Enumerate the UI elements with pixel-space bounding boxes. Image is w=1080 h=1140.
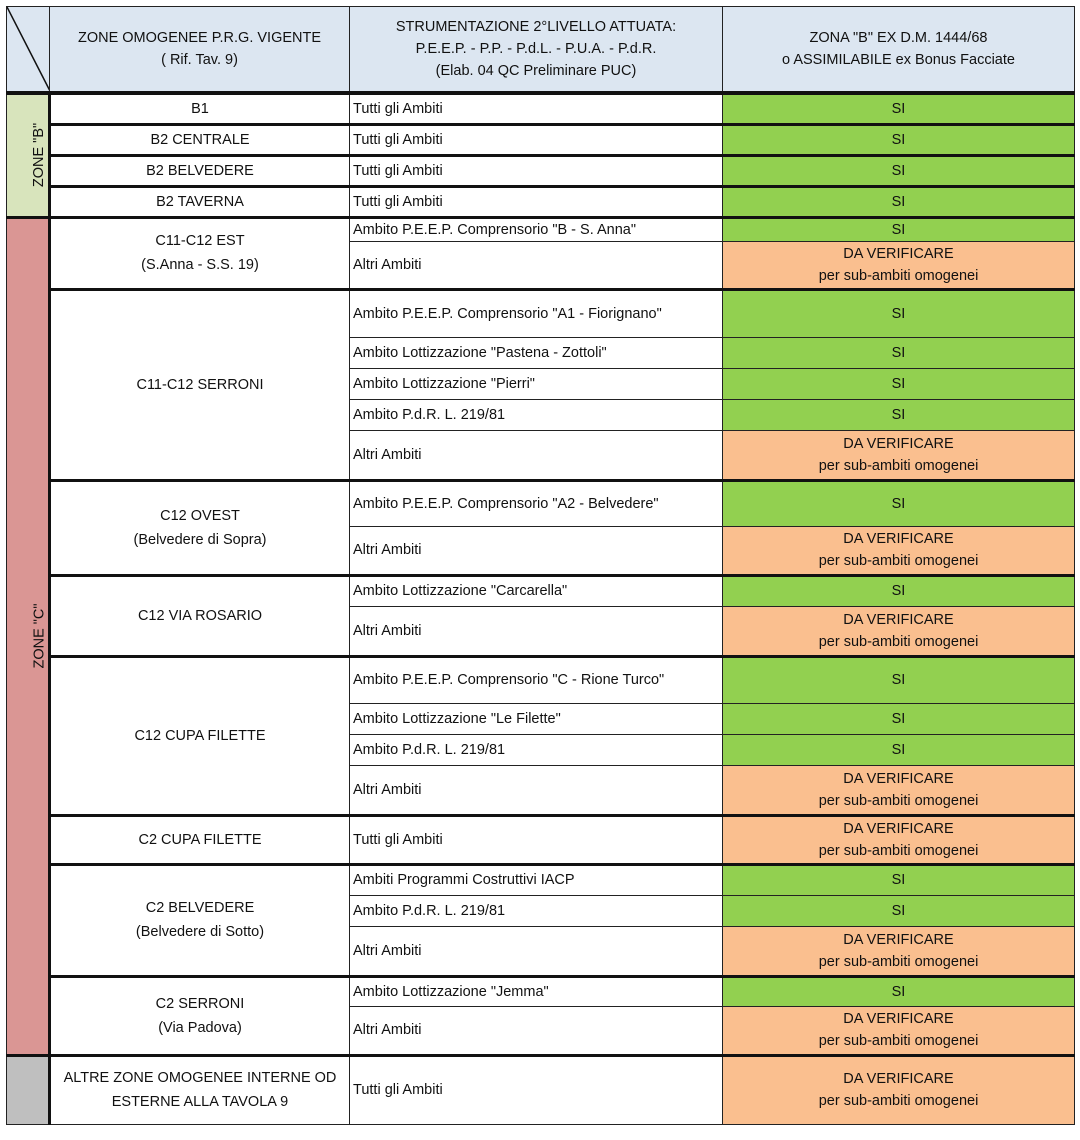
result-si-cell: SI (723, 895, 1075, 926)
result-si-cell: SI (723, 575, 1075, 606)
zone-name-line: C11-C12 SERRONI (136, 376, 264, 393)
da-verificare-label: DA VERIFICARE (843, 820, 954, 837)
result-si-cell: SI (723, 864, 1075, 895)
da-verificare-label: DA VERIFICARE (843, 1011, 954, 1027)
sub-ambiti-label: per sub-ambiti omogenei (818, 953, 979, 970)
ambito-cell: Altri Ambiti (350, 606, 723, 656)
ambito-cell: Altri Ambiti (350, 926, 723, 976)
da-verificare-label: DA VERIFICARE (843, 1071, 954, 1087)
header-strumentazione-column (350, 7, 723, 94)
result-si-cell: SI (723, 155, 1075, 186)
zone-label: ZONE "B" (31, 123, 48, 188)
result-da-verificare-cell (723, 926, 1075, 976)
zone-name-cell (50, 124, 350, 155)
ambito-cell: Ambito P.E.E.P. Comprensorio "A2 - Belvedere" (350, 480, 723, 526)
result-da-verificare-cell (723, 765, 1075, 815)
zone-name-line: C11-C12 EST (155, 233, 245, 249)
sub-ambiti-label: per sub-ambiti omogenei (818, 1093, 979, 1109)
ambito-cell: Ambito P.E.E.P. Comprensorio "C - Rione Turco" (350, 656, 723, 703)
table-body (7, 93, 1075, 1124)
header-zone-column (50, 7, 350, 94)
result-da-verificare-cell (723, 430, 1075, 480)
da-verificare-label: DA VERIFICARE (843, 245, 954, 262)
ambito-cell: Altri Ambiti (350, 526, 723, 575)
zone-name-line: C2 BELVEDERE (145, 900, 255, 916)
ambito-cell: Ambito P.E.E.P. Comprensorio "B - S. Anna" (350, 217, 723, 241)
result-si-cell: SI (723, 976, 1075, 1006)
result-si-cell: SI (723, 399, 1075, 430)
zone-name-line: C2 SERRONI (155, 995, 245, 1012)
zone-name-cell (50, 289, 350, 480)
table-header (7, 7, 1075, 94)
zone-name-cell (50, 186, 350, 217)
result-si-cell: SI (723, 217, 1075, 241)
zone-name-line: (Via Padova) (158, 1019, 242, 1036)
ambito-cell: Ambito P.d.R. L. 219/81 (350, 895, 723, 926)
sub-ambiti-label: per sub-ambiti omogenei (818, 267, 979, 284)
ambito-cell: Tutti gli Ambiti (350, 186, 723, 217)
result-si-cell: SI (723, 656, 1075, 703)
ambito-cell: Tutti gli Ambiti (350, 93, 723, 124)
sub-ambiti-label: per sub-ambiti omogenei (818, 1033, 979, 1049)
ambito-cell: Ambito P.d.R. L. 219/81 (350, 734, 723, 765)
ambito-cell: Ambito Lottizzazione "Pastena - Zottoli" (350, 337, 723, 368)
zone-classification-table (6, 6, 1075, 1125)
da-verificare-label: DA VERIFICARE (843, 770, 954, 787)
result-da-verificare-cell (723, 241, 1075, 289)
zone-name-line: C2 CUPA FILETTE (138, 831, 262, 848)
ambito-cell: Altri Ambiti (350, 1006, 723, 1055)
ambito-cell: Tutti gli Ambiti (350, 815, 723, 864)
result-si-cell: SI (723, 703, 1075, 734)
table-row (7, 864, 1075, 895)
ambito-cell: Ambito Lottizzazione "Pierri" (350, 368, 723, 399)
header-strum-line2: P.E.E.P. - P.P. - P.d.L. - P.U.A. - P.d.R. (415, 41, 657, 57)
ambito-cell: Tutti gli Ambiti (350, 124, 723, 155)
zone-name-line: B2 TAVERNA (156, 193, 244, 210)
zone-name-cell (50, 815, 350, 864)
sub-ambiti-label: per sub-ambiti omogenei (818, 553, 979, 569)
zone-name-cell (50, 155, 350, 186)
header-strum-line1: STRUMENTAZIONE 2°LIVELLO ATTUATA: (395, 19, 677, 35)
header-corner-cell (7, 7, 50, 94)
zone-name-line: (S.Anna - S.S. 19) (141, 257, 259, 273)
result-si-cell: SI (723, 93, 1075, 124)
ambito-cell: Ambito Lottizzazione "Carcarella" (350, 575, 723, 606)
zone-name-cell (50, 1055, 350, 1124)
zone-name-line: (Belvedere di Sopra) (133, 531, 267, 548)
sub-ambiti-label: per sub-ambiti omogenei (818, 842, 979, 859)
ambito-cell: Tutti gli Ambiti (350, 1055, 723, 1124)
table-row (7, 976, 1075, 1006)
table-row (7, 124, 1075, 155)
zone-name-cell (50, 656, 350, 815)
zone-name-line: C12 OVEST (160, 507, 240, 524)
table-row (7, 815, 1075, 864)
zone-label-cell (7, 1055, 50, 1124)
table-row (7, 1055, 1075, 1124)
table-row (7, 480, 1075, 526)
sub-ambiti-label: per sub-ambiti omogenei (818, 457, 979, 474)
zone-label-cell (7, 93, 50, 217)
sub-ambiti-label: per sub-ambiti omogenei (818, 633, 979, 650)
zone-name-line: ESTERNE ALLA TAVOLA 9 (111, 1094, 289, 1110)
result-si-cell: SI (723, 368, 1075, 399)
ambito-cell: Ambito P.E.E.P. Comprensorio "A1 - Fiorignano" (350, 289, 723, 337)
result-si-cell: SI (723, 124, 1075, 155)
zone-name-line: B1 (191, 100, 209, 117)
zone-name-cell (50, 93, 350, 124)
da-verificare-label: DA VERIFICARE (843, 435, 954, 452)
header-result-line1: ZONA "B" EX D.M. 1444/68 (809, 30, 988, 46)
header-result-column (723, 7, 1075, 94)
zone-name-line: C12 VIA ROSARIO (137, 607, 263, 624)
result-si-cell: SI (723, 734, 1075, 765)
table-row (7, 155, 1075, 186)
result-da-verificare-cell (723, 815, 1075, 864)
result-si-cell: SI (723, 337, 1075, 368)
header-result-line2: o ASSIMILABILE ex Bonus Facciate (782, 52, 1015, 68)
ambito-cell: Altri Ambiti (350, 241, 723, 289)
result-da-verificare-cell (723, 526, 1075, 575)
table-row (7, 186, 1075, 217)
zone-name-cell (50, 976, 350, 1055)
ambito-cell: Altri Ambiti (350, 430, 723, 480)
ambito-cell: Altri Ambiti (350, 765, 723, 815)
da-verificare-label: DA VERIFICARE (843, 931, 954, 948)
da-verificare-label: DA VERIFICARE (843, 531, 954, 547)
da-verificare-label: DA VERIFICARE (843, 611, 954, 628)
ambito-cell: Ambito P.d.R. L. 219/81 (350, 399, 723, 430)
table-row (7, 93, 1075, 124)
result-da-verificare-cell (723, 606, 1075, 656)
zone-name-cell (50, 864, 350, 976)
ambito-cell: Ambito Lottizzazione "Le Filette" (350, 703, 723, 734)
table-row (7, 217, 1075, 241)
zone-name-line: (Belvedere di Sotto) (135, 924, 265, 940)
ambito-cell: Ambito Lottizzazione "Jemma" (350, 976, 723, 1006)
zone-name-line: B2 BELVEDERE (146, 162, 254, 179)
zone-name-cell (50, 575, 350, 656)
table-row (7, 575, 1075, 606)
header-strum-line3: (Elab. 04 QC Preliminare PUC) (435, 63, 637, 79)
zone-name-line: C12 CUPA FILETTE (134, 727, 266, 744)
table-row (7, 289, 1075, 337)
diagonal-line-icon (7, 7, 50, 91)
sub-ambiti-label: per sub-ambiti omogenei (818, 792, 979, 809)
result-da-verificare-cell (723, 1006, 1075, 1055)
zone-label: ZONE "C" (31, 603, 48, 669)
result-si-cell: SI (723, 289, 1075, 337)
table-row (7, 656, 1075, 703)
header-zone-reference: ( Rif. Tav. 9) (161, 52, 238, 68)
zone-name-cell (50, 480, 350, 575)
result-da-verificare-cell (723, 1055, 1075, 1124)
result-si-cell: SI (723, 186, 1075, 217)
ambito-cell: Ambiti Programmi Costruttivi IACP (350, 864, 723, 895)
zone-name-line: ALTRE ZONE OMOGENEE INTERNE OD (63, 1070, 337, 1086)
zone-label-cell (7, 217, 50, 1055)
ambito-cell: Tutti gli Ambiti (350, 155, 723, 186)
header-zone-title: ZONE OMOGENEE P.R.G. VIGENTE (77, 30, 322, 46)
zone-name-line: B2 CENTRALE (150, 131, 250, 148)
zone-name-cell (50, 217, 350, 289)
result-si-cell: SI (723, 480, 1075, 526)
